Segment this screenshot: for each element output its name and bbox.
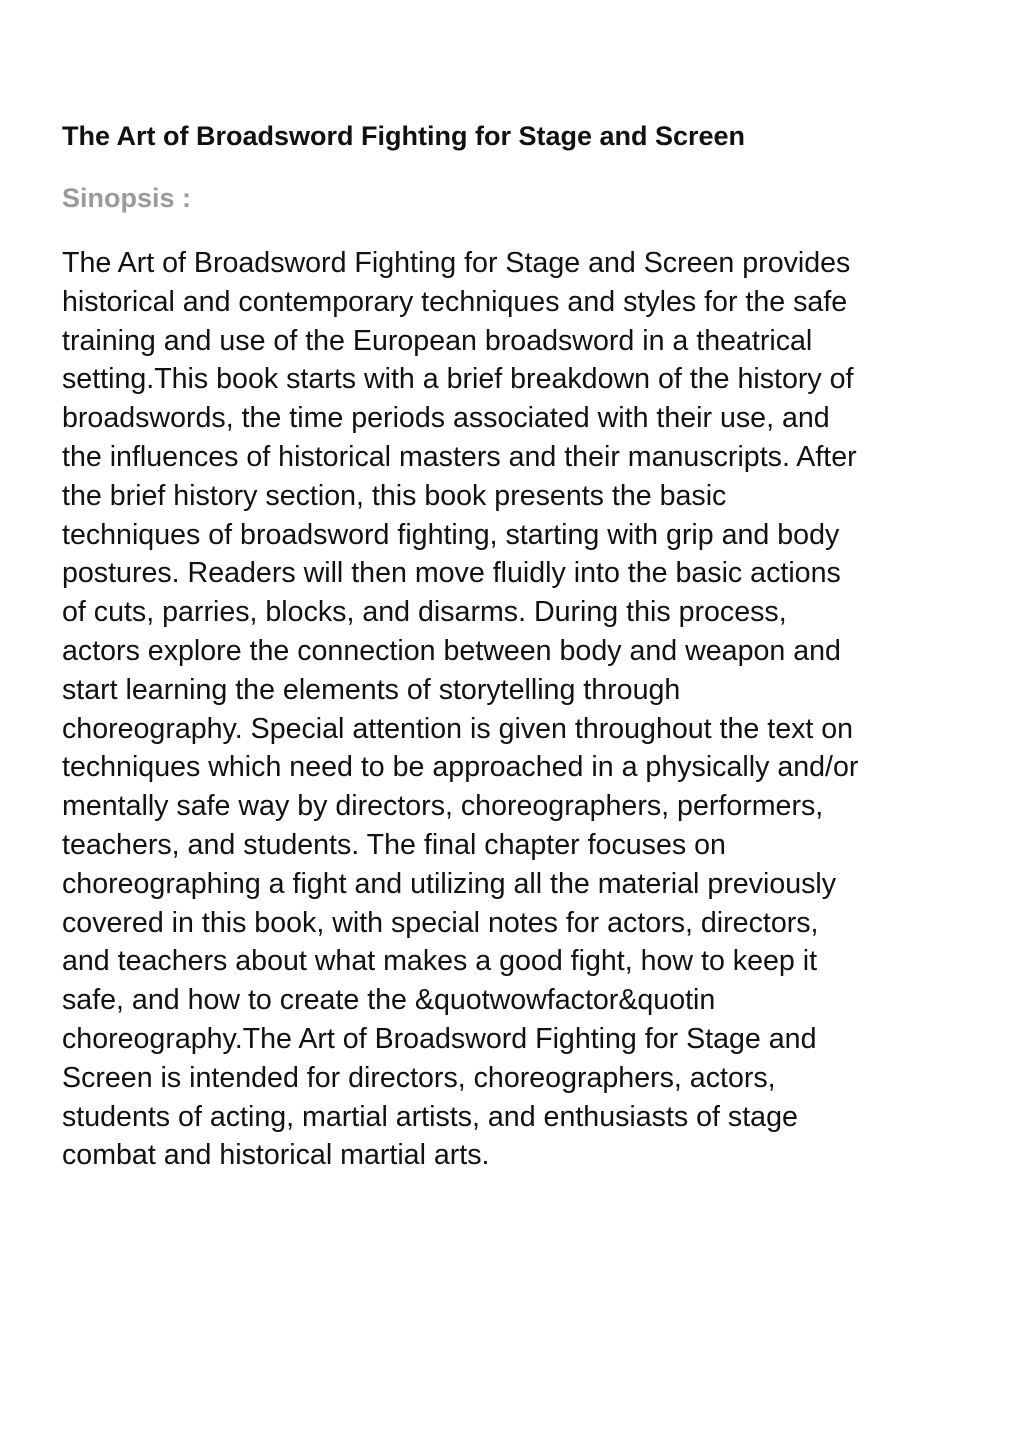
- synopsis-line: the influences of historical masters and their manuscripts. After: [62, 440, 857, 473]
- synopsis-line: choreographing a fight and utilizing all the material previously: [62, 867, 837, 900]
- synopsis-line: broadswords, the time periods associated with their use, and: [62, 402, 830, 435]
- synopsis-label: Sinopsis :: [62, 183, 192, 213]
- synopsis-line: Screen is intended for directors, choreographers, actors,: [62, 1061, 776, 1094]
- synopsis-line: start learning the elements of storytelling through: [62, 673, 681, 706]
- synopsis-line: choreography. Special attention is given throughout the text on: [62, 712, 854, 745]
- synopsis-line: The Art of Broadsword Fighting for Stage and Screen provides: [62, 247, 851, 279]
- synopsis-line: the brief history section, this book presents the basic: [62, 479, 727, 512]
- synopsis-line: mentally safe way by directors, choreographers, performers,: [62, 790, 824, 823]
- synopsis-line: combat and historical martial arts.: [62, 1139, 490, 1172]
- synopsis-line: covered in this book, with special notes for actors, directors,: [62, 906, 819, 939]
- synopsis-line: postures. Readers will then move fluidly into the basic actions: [62, 557, 841, 590]
- synopsis-line: training and use of the European broadsword in a theatrical: [62, 324, 813, 357]
- synopsis-line: choreography.The Art of Broadsword Fighting for Stage and: [62, 1022, 817, 1055]
- synopsis-line: and teachers about what makes a good fight, how to keep it: [62, 945, 818, 978]
- synopsis-line: techniques of broadsword fighting, starting with grip and body: [62, 518, 840, 551]
- document-page: [62, 110, 972, 1175]
- synopsis-line: safe, and how to create the &quotwowfactor&quotin: [62, 984, 716, 1017]
- synopsis-line: historical and contemporary techniques and styles for the safe: [62, 285, 848, 318]
- synopsis-line: actors explore the connection between body and weapon and: [62, 634, 841, 667]
- synopsis-line: setting.This book starts with a brief breakdown of the history of: [62, 363, 854, 396]
- synopsis-line: teachers, and students. The final chapter focuses on: [62, 828, 726, 861]
- synopsis-line: techniques which need to be approached in a physically and/or: [62, 751, 859, 784]
- document-title: The Art of Broadsword Fighting for Stage and Screen: [62, 121, 746, 151]
- synopsis-text: [62, 244, 972, 1175]
- synopsis-line: students of acting, martial artists, and enthusiasts of stage: [62, 1100, 798, 1133]
- synopsis-line: of cuts, parries, blocks, and disarms. During this process,: [62, 596, 787, 629]
